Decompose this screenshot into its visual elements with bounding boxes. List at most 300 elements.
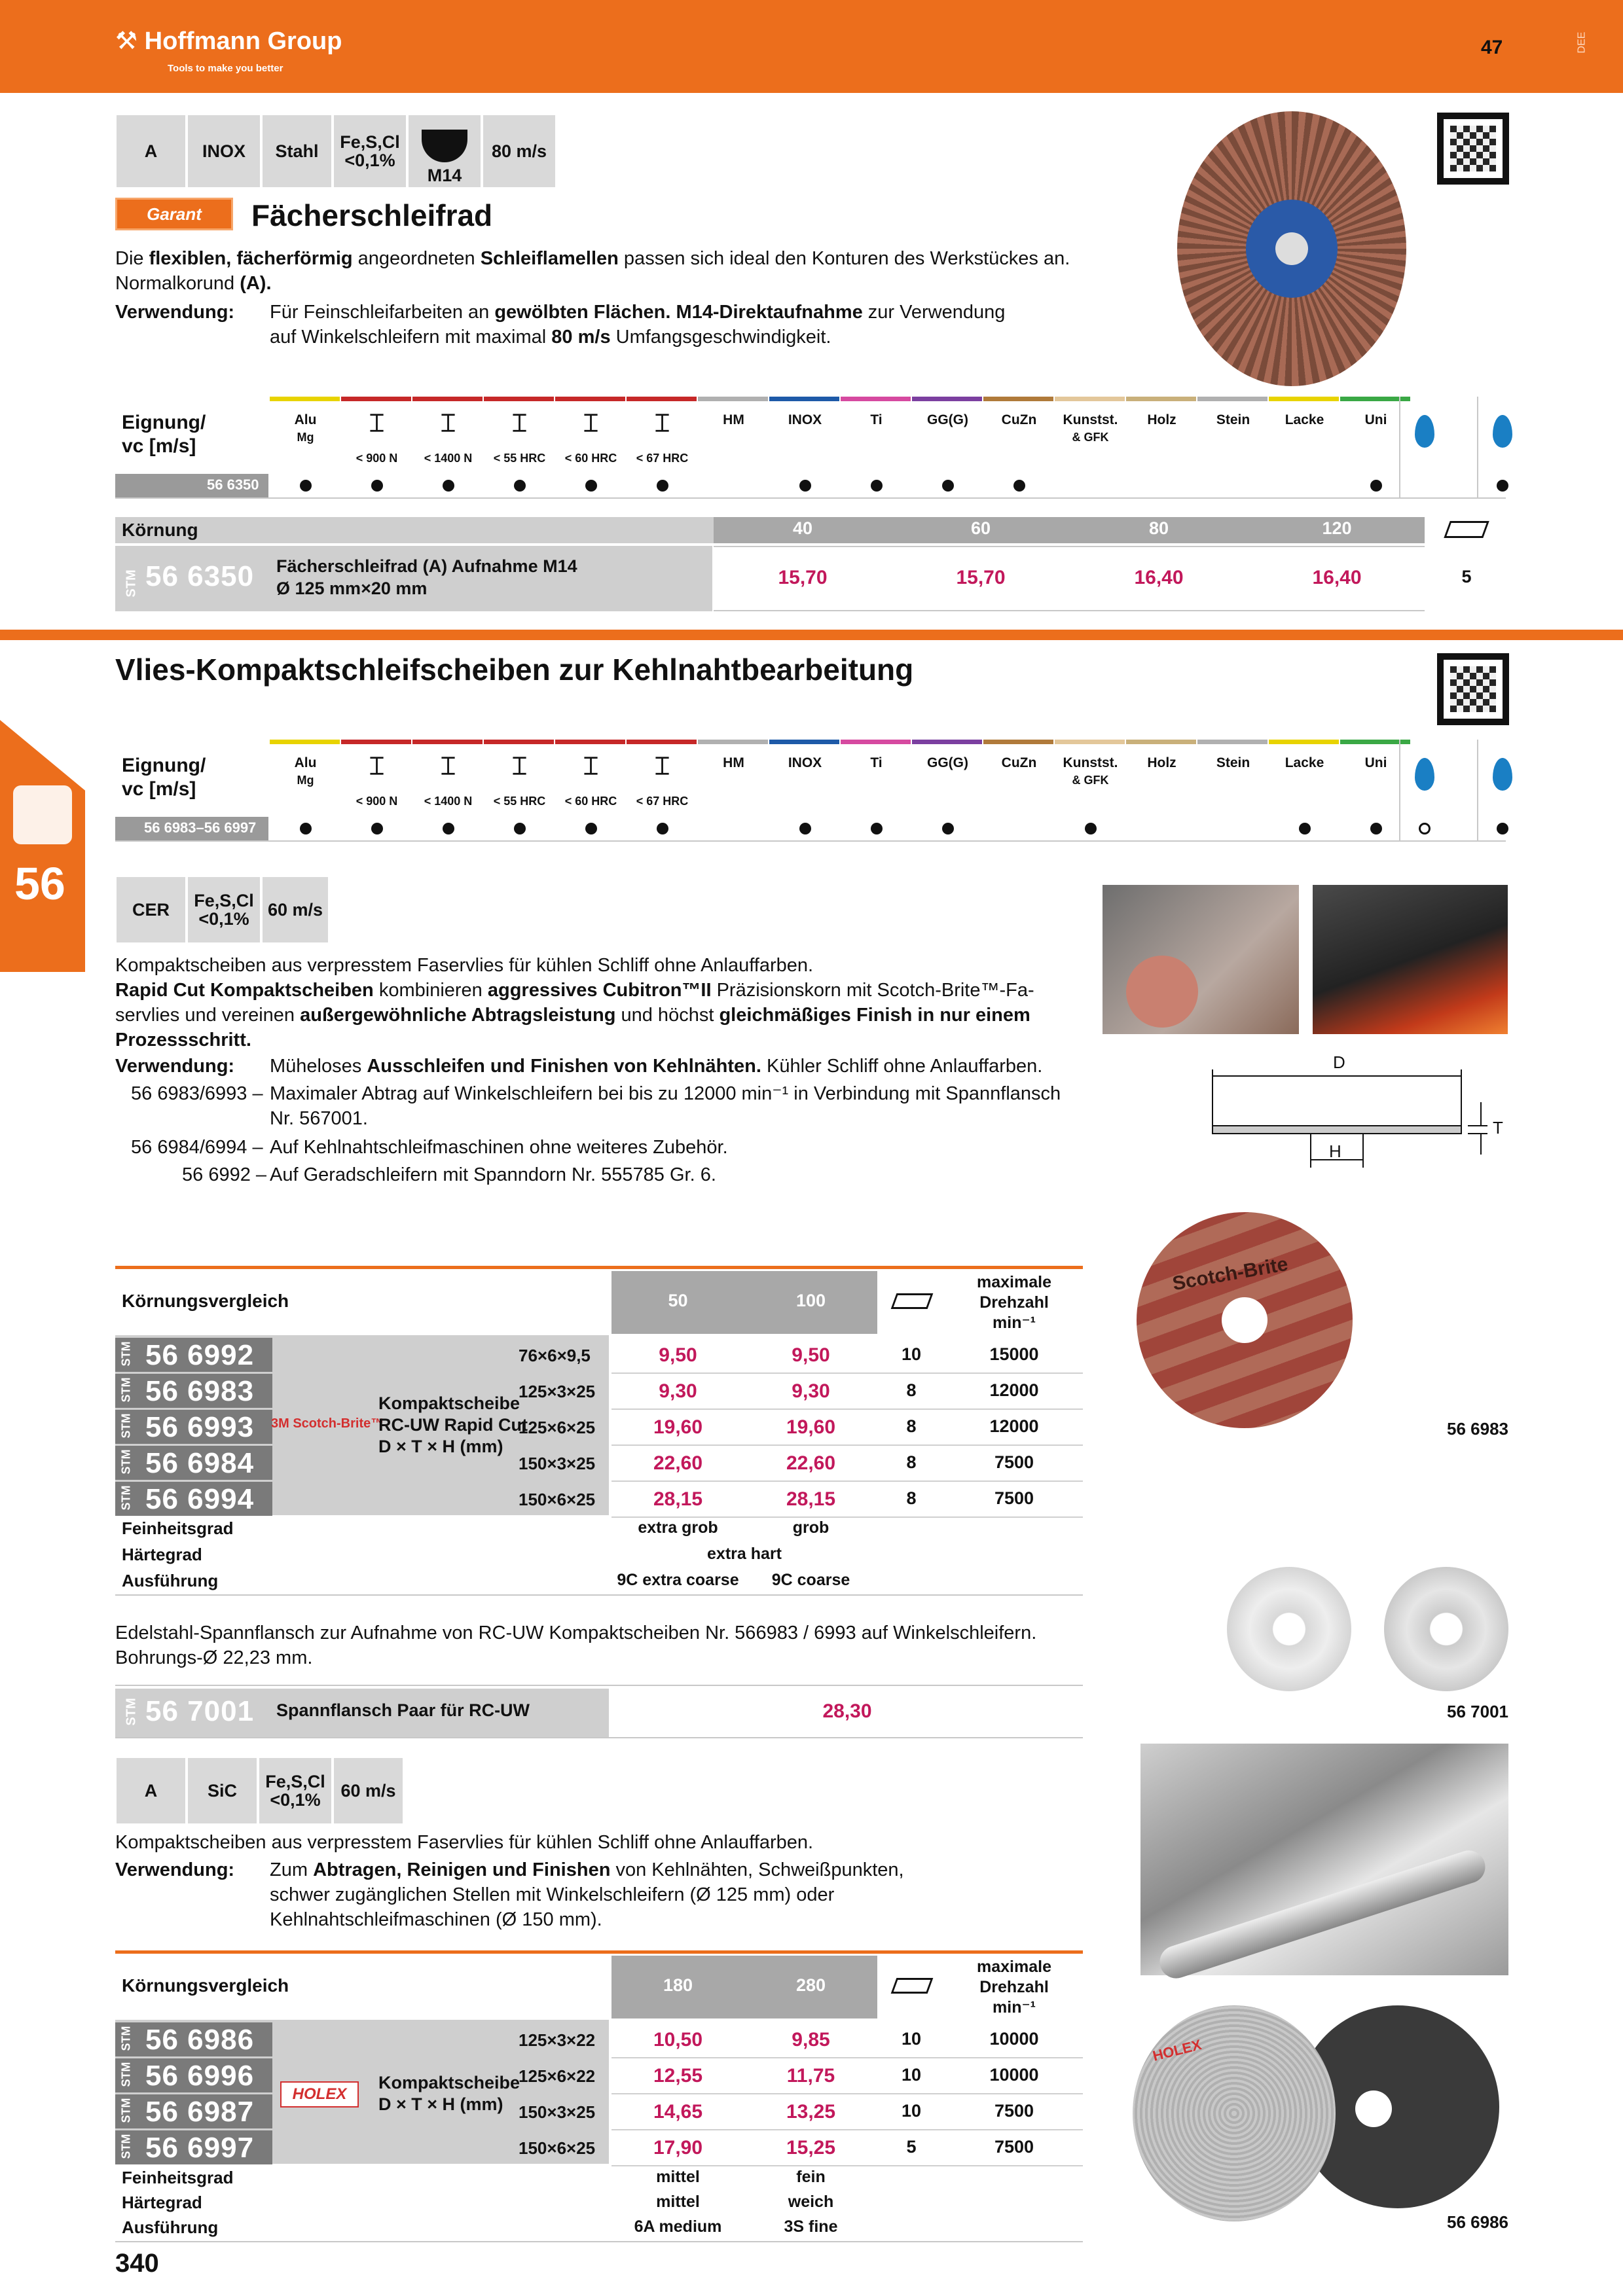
- note2-text: Auf Kehlnahtschleifmaschinen ohne weiteres Zubehör.: [270, 1137, 728, 1158]
- table2-pack-icon: [891, 1978, 934, 1994]
- steel-beam-icon: ⌶: [512, 410, 527, 437]
- price-80: 16,40: [1134, 567, 1184, 588]
- row-rpm: 7500: [994, 1488, 1034, 1508]
- suit1-col-label: Stein: [1216, 412, 1250, 427]
- row-dimensions: 125×3×25: [519, 1382, 596, 1401]
- suit1-suitability-dot: [657, 480, 668, 492]
- row-price-2: 9,85: [792, 2029, 830, 2051]
- steel-beam-icon: ⌶: [655, 753, 670, 780]
- suit2-col-label: Alu: [294, 755, 317, 770]
- grit-80: 80: [1148, 518, 1169, 538]
- row-divider: [611, 1408, 1083, 1410]
- table2-haerte-180: mittel: [656, 2193, 700, 2211]
- flange-bottom-line: [115, 1737, 1083, 1738]
- suit1-colorbar: [270, 397, 340, 401]
- table2-feinheit-180: mittel: [656, 2168, 700, 2186]
- suitability-table-2: [115, 740, 1506, 842]
- scotch-brite-disc-text: Scotch-Brite: [1171, 1253, 1290, 1295]
- table2-ausf-label: Ausführung: [122, 2217, 219, 2237]
- row-dimensions: 150×3×25: [519, 2102, 596, 2122]
- row-dimensions: 150×3×25: [519, 1454, 596, 1473]
- suit1-suitability-dot: [585, 480, 597, 492]
- m14-thread-icon: [422, 130, 467, 162]
- suit2-col-label: Uni: [1364, 755, 1387, 770]
- coolant-separator: [1399, 397, 1400, 499]
- row-pack: 10: [901, 1344, 922, 1364]
- table2-feinheit-280: fein: [796, 2168, 826, 2186]
- row-price-1: 17,90: [653, 2137, 703, 2159]
- suit2-suitability-dot: [1085, 823, 1097, 834]
- holex-caption: 56 6986: [1447, 2212, 1508, 2232]
- row-prefix: STM: [119, 2026, 133, 2051]
- suit2-col-sublabel: Mg: [297, 774, 314, 787]
- row-dimensions: 125×6×22: [519, 2066, 596, 2086]
- suit2-suitability-dot: [514, 823, 526, 834]
- suit2-suitability-dot: [871, 823, 883, 834]
- row-rpm: 15000: [989, 1344, 1039, 1364]
- dry-drop-icon: [1493, 415, 1512, 448]
- table1-grit-100: 100: [795, 1291, 826, 1310]
- row-pack: 10: [901, 2101, 922, 2121]
- suit1-colorbar: [698, 397, 768, 401]
- table1-haerte: extra hart: [707, 1545, 782, 1563]
- row-divider: [611, 2165, 1083, 2166]
- suit1-colorbar: [341, 397, 411, 401]
- row-article-number[interactable]: 56 6987: [145, 2096, 255, 2128]
- price-60: 15,70: [956, 567, 1006, 588]
- suit2-suitability-dot: [1497, 823, 1508, 834]
- section2-use-label: Verwendung:: [115, 1056, 235, 1077]
- suit2-colorbar: [270, 740, 340, 744]
- row-price-1: 14,65: [653, 2101, 703, 2123]
- spec3-speed: 60 m/s: [334, 1758, 403, 1823]
- suit2-col-label: INOX: [788, 755, 822, 770]
- table2-haerte-label: Härtegrad: [122, 2193, 202, 2212]
- article-desc: Fächerschleifrad (A) Aufnahme M14 Ø 125 mm×20 mm: [276, 556, 577, 598]
- suit2-col-label: GG(G): [927, 755, 968, 770]
- suit1-suitability-dot: [300, 480, 312, 492]
- steel-beam-icon: ⌶: [583, 410, 598, 437]
- row-article-number[interactable]: 56 6986: [145, 2024, 255, 2056]
- flange-caption: 56 7001: [1447, 1702, 1508, 1721]
- row-price-2: 13,25: [786, 2101, 836, 2123]
- table1-ausf-100: 9C coarse: [771, 1571, 850, 1589]
- suit2-colorbar: [1197, 740, 1267, 744]
- table1-top-rule: [115, 1266, 1083, 1269]
- flange-article[interactable]: 56 7001: [145, 1695, 255, 1727]
- product1-title: Fächerschleifrad: [251, 198, 493, 232]
- note3-ref: 56 6992 –: [182, 1164, 267, 1185]
- suit2-colorbar: [1126, 740, 1196, 744]
- table2-brand: HOLEX: [280, 2081, 359, 2108]
- spec2-fescl: Fe,S,Cl <0,1%: [188, 877, 260, 942]
- suit1-col-sublabel: < 900 N: [356, 452, 398, 465]
- section3-desc: Kompaktscheiben aus verpresstem Faservlies für kühlen Schliff ohne Anlauffarben.: [115, 1832, 814, 1853]
- suit1-colorbar: [841, 397, 911, 401]
- table2-grit-180: 180: [663, 1975, 693, 1995]
- suit2-col-label: HM: [723, 755, 744, 770]
- suit2-colorbar: [412, 740, 483, 744]
- row-price-1: 19,60: [653, 1416, 703, 1438]
- spec2-speed: 60 m/s: [263, 877, 328, 942]
- suit2-suitability-dot: [1419, 823, 1431, 834]
- suit1-colorbar: [555, 397, 625, 401]
- suit2-colorbar: [627, 740, 697, 744]
- row-article-number[interactable]: 56 6994: [145, 1483, 255, 1515]
- suit2-suitability-dot: [371, 823, 383, 834]
- table2-ausf-180: 6A medium: [634, 2217, 722, 2236]
- section3-use-label: Verwendung:: [115, 1859, 235, 1880]
- suit2-col-sublabel: < 1400 N: [424, 795, 473, 808]
- spec-steel: Stahl: [263, 115, 331, 187]
- suit1-colorbar: [912, 397, 982, 401]
- suitability-columns: [270, 397, 1506, 499]
- row-pack: 10: [901, 2029, 922, 2049]
- coolant-separator: [1399, 740, 1400, 842]
- note1-text: Maximaler Abtrag auf Winkelschleifern bei bis zu 12000 min⁻¹ in Verbindung mit Spannflansch Nr. 567001.: [270, 1083, 1061, 1129]
- suit2-suitability-dot: [942, 823, 954, 834]
- suit2-col-sublabel: & GFK: [1072, 774, 1109, 787]
- brand-logo[interactable]: ⚒ Hoffmann Group: [115, 27, 342, 55]
- row-pack: 8: [906, 1380, 917, 1400]
- row-article-number[interactable]: 56 6996: [145, 2060, 255, 2092]
- row-divider: [611, 1372, 1083, 1374]
- suitability-title-2: Eignung/ vc [m/s]: [122, 755, 206, 800]
- table2-bottom-line: [115, 2241, 1083, 2242]
- row-pack: 8: [906, 1488, 917, 1508]
- suit2-colorbar: [841, 740, 911, 744]
- table1-feinheit-label: Feinheitsgrad: [122, 1518, 234, 1538]
- steel-beam-icon: ⌶: [441, 753, 456, 780]
- row-price-1: 22,60: [653, 1452, 703, 1474]
- row-price-2: 15,25: [786, 2137, 836, 2159]
- suit1-col-sublabel: < 67 HRC: [636, 452, 689, 465]
- logo-mark-icon: ⚒: [115, 27, 145, 55]
- table2-feinheit-label: Feinheitsgrad: [122, 2168, 234, 2187]
- row-pack: 10: [901, 2065, 922, 2085]
- steel-beam-icon: ⌶: [369, 753, 384, 780]
- coolant-drop-icon: [1415, 415, 1434, 448]
- dry-drop-icon: [1493, 758, 1512, 791]
- suit1-colorbar: [1055, 397, 1125, 401]
- table2-desc: Kompaktscheibe D × T × H (mm): [378, 2073, 520, 2114]
- table1-haerte-label: Härtegrad: [122, 1545, 202, 1564]
- table2-ausf-280: 3S fine: [784, 2217, 838, 2236]
- qr-code-1[interactable]: [1437, 113, 1509, 185]
- suit2-suitability-dot: [657, 823, 668, 834]
- suit1-colorbar: [412, 397, 483, 401]
- suit2-colorbar: [484, 740, 554, 744]
- row-divider: [611, 2093, 1083, 2094]
- row-price-1: 12,55: [653, 2065, 703, 2087]
- suit2-suitability-dot: [799, 823, 811, 834]
- table1-feinheit-100: grob: [792, 1518, 830, 1537]
- table2-header-label: Körnungsvergleich: [122, 1975, 289, 1996]
- suitability-table-1: [115, 397, 1506, 499]
- row-rpm: 7500: [994, 1452, 1034, 1472]
- suit2-colorbar: [912, 740, 982, 744]
- row-pack: 8: [906, 1416, 917, 1436]
- qr-code-2[interactable]: [1437, 653, 1509, 725]
- suit2-colorbar: [698, 740, 768, 744]
- table1-grit-50: 50: [668, 1291, 688, 1310]
- suit2-col-label: Ti: [870, 755, 883, 770]
- spec3-sic: SiC: [188, 1758, 257, 1823]
- grit-60: 60: [970, 518, 991, 538]
- suit1-suitability-dot: [799, 480, 811, 492]
- table1-speed-hdr: maximale Drehzahl min⁻¹: [977, 1273, 1051, 1332]
- row-prefix: STM: [119, 1485, 133, 1511]
- suit2-suitability-dot: [1299, 823, 1311, 834]
- row-dimensions: 150×6×25: [519, 1490, 596, 1509]
- row-prefix: STM: [119, 2134, 133, 2159]
- suit1-col-label: CuZn: [1001, 412, 1037, 427]
- table1-feinheit-50: extra grob: [638, 1518, 718, 1537]
- dim-label-h: H: [1329, 1141, 1341, 1161]
- suit1-suitability-dot: [1497, 480, 1508, 492]
- suit1-colorbar: [1269, 397, 1339, 401]
- suit1-col-label: Alu: [294, 412, 317, 427]
- section2-use: Müheloses Ausschleifen und Finishen von Kehlnähten. Kühler Schliff ohne Anlauffarben.: [270, 1056, 1043, 1077]
- note1-ref: 56 6983/6993 –: [131, 1083, 263, 1104]
- suit1-suitability-dot: [1013, 480, 1025, 492]
- suit1-col-label: Ti: [870, 412, 883, 427]
- suit1-col-label: GG(G): [927, 412, 968, 427]
- row-article-number[interactable]: 56 6984: [145, 1447, 255, 1479]
- suit1-col-label: Kunstst.: [1063, 412, 1118, 427]
- row-prefix: STM: [119, 2098, 133, 2123]
- row-prefix: STM: [119, 1413, 133, 1439]
- suitability-columns-2: [270, 740, 1506, 842]
- spec-m14: M14: [409, 115, 481, 187]
- note3-text: Auf Geradschleifern mit Spanndorn Nr. 555785 Gr. 6.: [270, 1164, 716, 1185]
- row-prefix: STM: [119, 1341, 133, 1367]
- suit2-suitability-dot: [300, 823, 312, 834]
- suit2-suitability-dot: [1370, 823, 1382, 834]
- row-rpm: 7500: [994, 2101, 1034, 2121]
- row-price-1: 9,50: [659, 1344, 697, 1366]
- suit1-suitability-dot: [371, 480, 383, 492]
- row-prefix: STM: [119, 1449, 133, 1475]
- suit2-col-sublabel: < 55 HRC: [493, 795, 546, 808]
- photo-disc-in-use: [1126, 956, 1198, 1028]
- row-price-1: 28,15: [653, 1488, 703, 1510]
- row-divider: [611, 2057, 1083, 2058]
- suit1-suitability-dot: [1370, 480, 1382, 492]
- suit2-colorbar: [769, 740, 839, 744]
- table1-brand: 3M Scotch-Brite™: [271, 1416, 384, 1431]
- spec2-cer: CER: [117, 877, 185, 942]
- section3-use: Zum Abtragen, Reinigen und Finishen von Kehlnähten, Schweißpunkten, schwer zugänglichen Stellen mit Winkelschleifern (Ø 125 mm) oder Kehlnahtschleifmaschinen (Ø 150 mm).: [270, 1859, 904, 1930]
- suit1-suitability-dot: [942, 480, 954, 492]
- suit2-col-sublabel: < 67 HRC: [636, 795, 689, 808]
- row-price-1: 9,30: [659, 1380, 697, 1402]
- row-article-number[interactable]: 56 6983: [145, 1375, 255, 1407]
- coolant-separator: [1477, 397, 1478, 499]
- suit2-col-label: CuZn: [1001, 755, 1037, 770]
- spec-fescl: Fe,S,Cl <0,1%: [334, 115, 406, 187]
- holex-disc-text: HOLEX: [1150, 2036, 1203, 2064]
- holex-disc-light: [1133, 2005, 1336, 2221]
- spec-inox: INOX: [188, 115, 260, 187]
- chapter-number: 56: [14, 858, 65, 909]
- dim-label-d: D: [1333, 1052, 1345, 1072]
- spec-grain: A: [117, 115, 185, 187]
- product1-use-label: Verwendung:: [115, 302, 235, 323]
- row-price-2: 9,50: [792, 1344, 830, 1366]
- suit2-col-label: Holz: [1147, 755, 1176, 770]
- suit2-col-label: Kunstst.: [1063, 755, 1118, 770]
- suit1-colorbar: [1126, 397, 1196, 401]
- grit-120: 120: [1322, 518, 1352, 538]
- suit2-col-label: Lacke: [1285, 755, 1324, 770]
- suit1-col-label: HM: [723, 412, 744, 427]
- table2-haerte-280: weich: [788, 2193, 834, 2211]
- pack-icon: [1444, 521, 1489, 538]
- note2-ref: 56 6984/6994 –: [131, 1137, 263, 1158]
- coolant-drop-icon: [1415, 758, 1434, 791]
- suit1-col-sublabel: < 60 HRC: [564, 452, 617, 465]
- product1-desc: Die flexiblen, fächerförmig angeordneten Schleiflamellen passen sich ideal den Konturen des Werkstückes an. Normalkorund (A).: [115, 248, 1070, 294]
- flange-image-2: [1384, 1567, 1508, 1691]
- row-price-2: 22,60: [786, 1452, 836, 1474]
- flange-price: 28,30: [822, 1700, 872, 1722]
- article-prefix: STM: [124, 569, 139, 598]
- spec3-fescl: Fe,S,Cl <0,1%: [259, 1758, 331, 1823]
- suit2-suitability-dot: [443, 823, 454, 834]
- steel-beam-icon: ⌶: [512, 753, 527, 780]
- suit2-suitability-dot: [585, 823, 597, 834]
- row-pack: 5: [906, 2137, 917, 2157]
- row-price-1: 10,50: [653, 2029, 703, 2051]
- table2-grit-280: 280: [795, 1975, 826, 1995]
- row-rpm: 10000: [989, 2065, 1039, 2085]
- suit2-colorbar: [1055, 740, 1125, 744]
- suit1-colorbar: [484, 397, 554, 401]
- row-divider: [611, 1480, 1083, 1482]
- chapter-tab: [0, 720, 85, 972]
- row-rpm: 10000: [989, 2029, 1039, 2049]
- suit1-suitability-dot: [443, 480, 454, 492]
- suitability-ref: 56 6350: [207, 476, 259, 493]
- row-article-number[interactable]: 56 6992: [145, 1339, 255, 1371]
- section-divider: [0, 630, 1623, 640]
- row-dimensions: 125×6×25: [519, 1418, 596, 1437]
- row-rpm: 7500: [994, 2137, 1034, 2157]
- table2-speed-hdr: maximale Drehzahl min⁻¹: [977, 1958, 1051, 2017]
- page-number-top: 47: [1481, 37, 1503, 58]
- suit1-col-label: Lacke: [1285, 412, 1324, 427]
- suit2-col-sublabel: < 900 N: [356, 795, 398, 808]
- steel-beam-icon: ⌶: [655, 410, 670, 437]
- chapter-disc-icon: [13, 785, 72, 844]
- garant-badge: Garant: [115, 198, 233, 230]
- suit1-colorbar: [983, 397, 1053, 401]
- suit1-suitability-dot: [514, 480, 526, 492]
- row-rpm: 12000: [989, 1416, 1039, 1436]
- pack-qty: 5: [1461, 567, 1472, 586]
- scotch-brite-caption: 56 6983: [1447, 1419, 1508, 1439]
- table1-pack-icon: [891, 1293, 934, 1309]
- suit1-suitability-dot: [871, 480, 883, 492]
- suit2-colorbar: [555, 740, 625, 744]
- row-divider: [611, 1516, 1083, 1518]
- section2-title: Vlies-Kompaktschleifscheiben zur Kehlnahtbearbeitung: [115, 653, 914, 687]
- suit2-col-label: Stein: [1216, 755, 1250, 770]
- product1-use: Für Feinschleifarbeiten an gewölbten Flächen. M14-Direktaufnahme zur Verwendung auf Winkelschleifern mit maximal 80 m/s Umfangsgeschwindigkeit.: [270, 302, 1006, 348]
- suit1-colorbar: [627, 397, 697, 401]
- suit1-col-sublabel: Mg: [297, 431, 314, 444]
- suitability-title: Eignung/ vc [m/s]: [122, 412, 206, 457]
- suit2-col-sublabel: < 60 HRC: [564, 795, 617, 808]
- row-dimensions: 125×3×22: [519, 2030, 596, 2050]
- row-rpm: 12000: [989, 1380, 1039, 1400]
- spec3-grain: A: [117, 1758, 185, 1823]
- suitability-ref-2: 56 6983–56 6997: [144, 819, 257, 836]
- suit1-colorbar: [769, 397, 839, 401]
- flange-image-1: [1227, 1567, 1351, 1691]
- suit2-colorbar: [1269, 740, 1339, 744]
- scotch-brite-disc-hole: [1222, 1297, 1267, 1343]
- row-divider: [611, 2129, 1083, 2130]
- suit2-colorbar: [983, 740, 1053, 744]
- photo-sparks: [1313, 885, 1508, 1034]
- row-article-number[interactable]: 56 6993: [145, 1411, 255, 1443]
- steel-beam-icon: ⌶: [583, 753, 598, 780]
- suit1-colorbar: [1197, 397, 1267, 401]
- region-code: DEE: [1576, 31, 1588, 54]
- grit-40: 40: [792, 518, 813, 538]
- suit1-col-label: INOX: [788, 412, 822, 427]
- article-number[interactable]: 56 6350: [145, 560, 255, 592]
- row-dimensions: 150×6×25: [519, 2138, 596, 2158]
- flange-prefix: STM: [124, 1698, 139, 1726]
- steel-beam-icon: ⌶: [441, 410, 456, 437]
- row-prefix: STM: [119, 2062, 133, 2087]
- flange-text: Edelstahl-Spannflansch zur Aufnahme von RC-UW Kompaktscheiben Nr. 566983 / 6993 auf Winkelschleifern. Bohrungs-Ø 22,23 mm.: [115, 1623, 1037, 1668]
- coolant-separator: [1477, 740, 1478, 842]
- table1-desc: Kompaktscheibe RC-UW Rapid Cut D × T × H (mm): [378, 1393, 528, 1456]
- table1-ausf-label: Ausführung: [122, 1571, 219, 1590]
- row-article-number[interactable]: 56 6997: [145, 2132, 255, 2164]
- suit1-col-sublabel: & GFK: [1072, 431, 1109, 444]
- suit1-col-label: Uni: [1364, 412, 1387, 427]
- steel-beam-icon: ⌶: [369, 410, 384, 437]
- table1-header-label: Körnungsvergleich: [122, 1291, 289, 1311]
- flange-desc: Spannflansch Paar für RC-UW: [276, 1700, 530, 1720]
- row-price-2: 19,60: [786, 1416, 836, 1438]
- row-price-2: 11,75: [786, 2065, 835, 2087]
- row-price-2: 9,30: [792, 1380, 830, 1402]
- row-price-2: 28,15: [786, 1488, 836, 1510]
- flap-disc-hole: [1275, 232, 1308, 265]
- row-pack: 8: [906, 1452, 917, 1472]
- dimension-diagram: [1199, 1050, 1512, 1181]
- table1-bottom-line: [115, 1594, 1083, 1596]
- flange-top-line: [115, 1685, 1083, 1686]
- suit1-col-sublabel: < 1400 N: [424, 452, 473, 465]
- page-number-bottom: 340: [115, 2249, 159, 2278]
- spec-speed: 80 m/s: [483, 115, 555, 187]
- price-120: 16,40: [1312, 567, 1362, 588]
- price-40: 15,70: [778, 567, 828, 588]
- row-prefix: STM: [119, 1377, 133, 1403]
- table2-top-rule: [115, 1950, 1083, 1954]
- suit1-col-label: Holz: [1147, 412, 1176, 427]
- holex-disc-hole: [1355, 2090, 1392, 2127]
- table1-ausf-50: 9C extra coarse: [617, 1571, 739, 1589]
- dim-label-t: T: [1493, 1118, 1503, 1138]
